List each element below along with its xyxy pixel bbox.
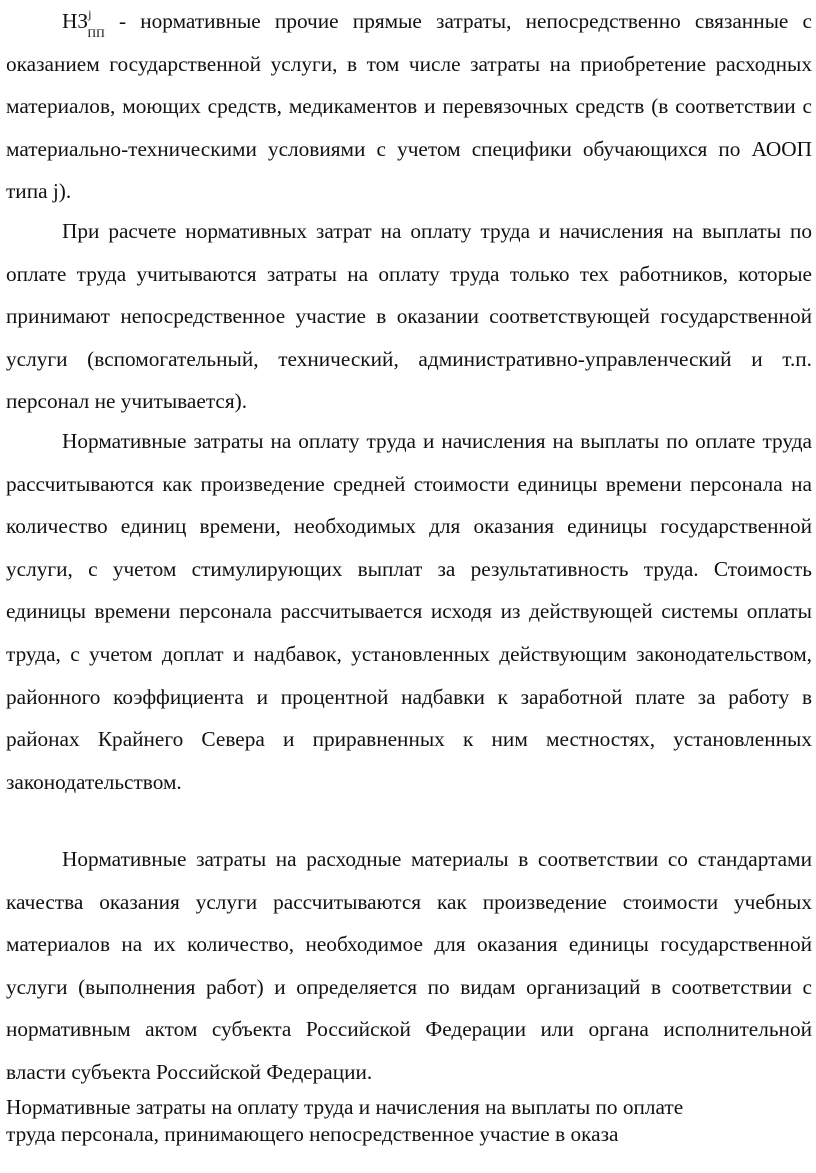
paragraph-normativnye-zatraty-trud: Нормативные затраты на оплату труда и начисления на выплаты по оплате труда рассчитываются как произведение средней стоимости единицы времени персонала на количество единиц времени, необходимых для оказания единицы государственной услуги, с учетом стимулирующих выплат за результативность труда. Стоимость единицы времени персонала рассчитывается исходя из действующей системы оплаты труда, с учетом доплат и надбавок, установленных действующим законодательством, районного коэффициента и процентной надбавки к заработной плате за работу в районах Крайнего Севера и приравненных к ним местностях, установленных законодательством.	[6, 429, 812, 794]
trailing-line-1: Нормативные затраты на оплату труда и начисления на выплаты по оплате	[6, 1095, 684, 1119]
paragraph-prochie-zatraty	[6, 0, 812, 213]
symbol-base: НЗ	[62, 9, 89, 33]
symbol-subscript: ПП	[87, 26, 105, 41]
symbol-superscript: j	[88, 6, 92, 21]
paragraph-1-text: - нормативные прочие прямые затраты, непосредственно связанные с оказанием государственной услуги, в том числе затраты на приобретение расходных материалов, моющих средств, медикаментов и перевязочных средств (в соответствии с материально-техническими условиями с учетом специфики обучающихся по АООП типа j).	[6, 9, 812, 204]
paragraph-trailing	[6, 1094, 796, 1148]
paragraph-raskhodnye-materialy: Нормативные затраты на расходные материалы в соответствии со стандартами качества оказания услуги рассчитываются как произведение стоимости учебных материалов на их количество, необходимое для оказания единицы государственной услуги (выполнения работ) и определяется по видам организаций в соответствии с нормативным актом субъекта Российской Федерации или органа исполнительной власти субъекта Российской Федерации.	[6, 847, 812, 1084]
paragraph-raschet-oplaty: При расчете нормативных затрат на оплату труда и начисления на выплаты по оплате труда учитываются затраты на оплату труда только тех работников, которые принимают непосредственное участие в оказании соответствующей государственной услуги (вспомогательный, технический, административно-управленческий и т.п. персонал не учитывается).	[6, 219, 812, 414]
formula-symbol	[62, 6, 105, 41]
trailing-line-2: труда персонала, принимающего непосредственное участие в оказа	[6, 1122, 619, 1146]
